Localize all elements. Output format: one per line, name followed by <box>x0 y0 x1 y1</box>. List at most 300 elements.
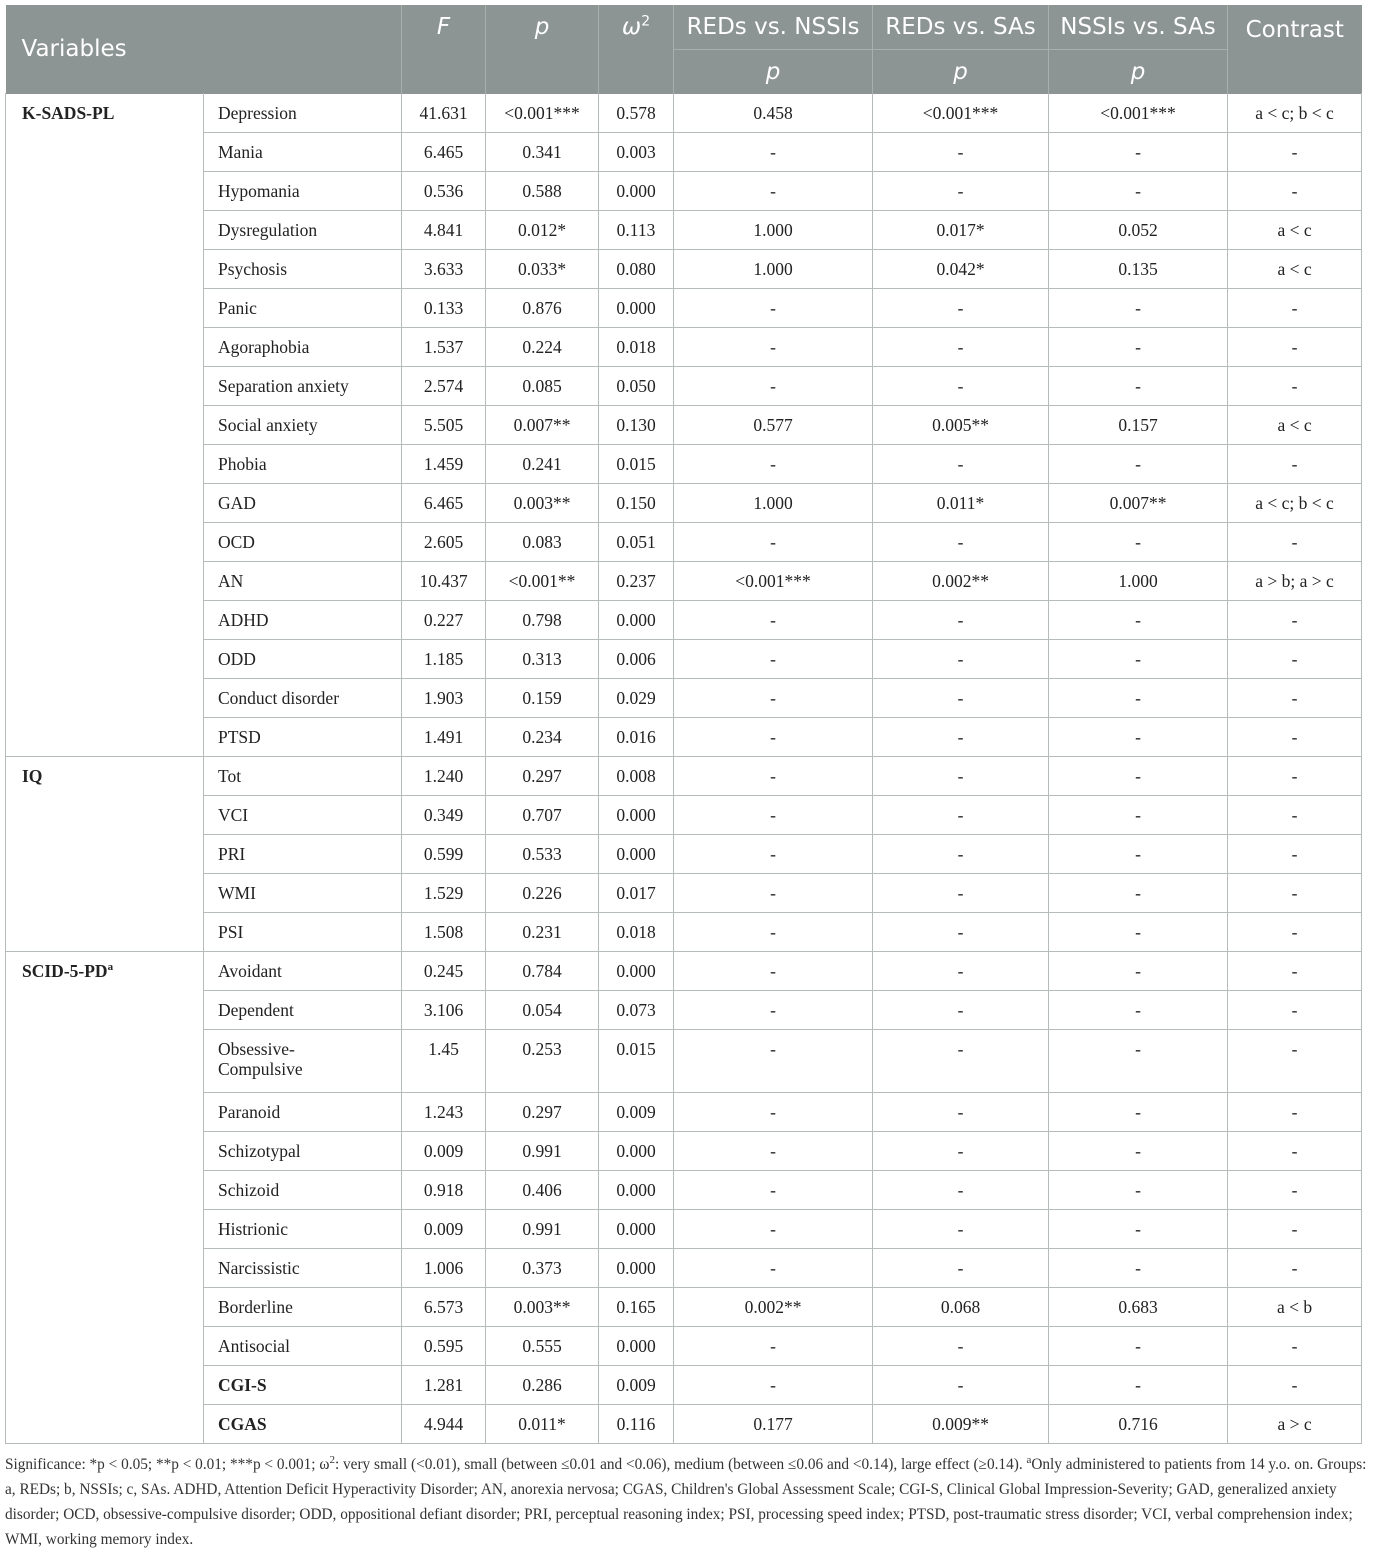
contrast-value: a > c <box>1228 1405 1362 1444</box>
header-contrast: Contrast <box>1228 5 1362 94</box>
variable-name: Narcissistic <box>204 1249 402 1288</box>
variable-name: Histrionic <box>204 1210 402 1249</box>
nssis-vs-sas-p: - <box>1049 523 1228 562</box>
table-row <box>6 250 1362 289</box>
reds-vs-nssis-p: 0.177 <box>674 1405 873 1444</box>
reds-vs-sas-p: - <box>873 1366 1049 1405</box>
f-value: 1.006 <box>402 1249 486 1288</box>
contrast-value: - <box>1228 835 1362 874</box>
omega-value: 0.018 <box>599 913 674 952</box>
table-row <box>6 835 1362 874</box>
results-table-container <box>5 5 1367 1552</box>
omega-value: 0.000 <box>599 1249 674 1288</box>
p-value: 0.234 <box>486 718 599 757</box>
variable-name: WMI <box>204 874 402 913</box>
contrast-value: - <box>1228 913 1362 952</box>
omega-value: 0.003 <box>599 133 674 172</box>
f-value: 4.944 <box>402 1405 486 1444</box>
f-value: 0.918 <box>402 1171 486 1210</box>
f-value: 1.491 <box>402 718 486 757</box>
f-value: 1.281 <box>402 1366 486 1405</box>
f-value: 1.45 <box>402 1030 486 1093</box>
contrast-value: - <box>1228 952 1362 991</box>
nssis-vs-sas-p: - <box>1049 1030 1228 1093</box>
table-row <box>6 640 1362 679</box>
group-label: K-SADS-PL <box>6 94 204 757</box>
p-value: 0.007** <box>486 406 599 445</box>
reds-vs-sas-p: - <box>873 172 1049 211</box>
reds-vs-nssis-p: - <box>674 1132 873 1171</box>
f-value: 41.631 <box>402 94 486 133</box>
reds-vs-nssis-p: - <box>674 445 873 484</box>
p-value: 0.313 <box>486 640 599 679</box>
omega-value: 0.008 <box>599 757 674 796</box>
variable-name: Schizoid <box>204 1171 402 1210</box>
reds-vs-sas-p: - <box>873 1030 1049 1093</box>
nssis-vs-sas-p: - <box>1049 445 1228 484</box>
contrast-value: - <box>1228 1093 1362 1132</box>
contrast-value: a > b; a > c <box>1228 562 1362 601</box>
p-value: 0.991 <box>486 1132 599 1171</box>
variable-name: Phobia <box>204 445 402 484</box>
table-row <box>6 94 1362 133</box>
omega-value: 0.017 <box>599 874 674 913</box>
contrast-value: - <box>1228 367 1362 406</box>
contrast-value: - <box>1228 640 1362 679</box>
reds-vs-sas-p: - <box>873 1249 1049 1288</box>
table-header <box>6 5 1362 94</box>
contrast-value: - <box>1228 289 1362 328</box>
table-row <box>6 1093 1362 1132</box>
reds-vs-nssis-p: - <box>674 523 873 562</box>
table-row <box>6 1249 1362 1288</box>
f-value: 0.133 <box>402 289 486 328</box>
reds-vs-sas-p: - <box>873 835 1049 874</box>
table-row <box>6 445 1362 484</box>
reds-vs-nssis-p: 1.000 <box>674 250 873 289</box>
contrast-value: a < c <box>1228 250 1362 289</box>
omega-value: 0.000 <box>599 601 674 640</box>
omega-value: 0.165 <box>599 1288 674 1327</box>
header-p: p <box>486 5 599 94</box>
table-row <box>6 718 1362 757</box>
variable-name: Depression <box>204 94 402 133</box>
p-value: 0.226 <box>486 874 599 913</box>
table-row <box>6 1405 1362 1444</box>
reds-vs-sas-p: - <box>873 601 1049 640</box>
reds-vs-sas-p: 0.011* <box>873 484 1049 523</box>
f-value: 0.536 <box>402 172 486 211</box>
p-value: 0.003** <box>486 1288 599 1327</box>
omega-value: 0.113 <box>599 211 674 250</box>
contrast-value: - <box>1228 1249 1362 1288</box>
omega-value: 0.080 <box>599 250 674 289</box>
p-value: <0.001** <box>486 562 599 601</box>
omega-value: 0.015 <box>599 445 674 484</box>
reds-vs-sas-p: - <box>873 1171 1049 1210</box>
table-body <box>6 94 1362 1444</box>
reds-vs-nssis-p: - <box>674 1210 873 1249</box>
contrast-value: - <box>1228 1366 1362 1405</box>
variable-name: AN <box>204 562 402 601</box>
contrast-value: a < c <box>1228 211 1362 250</box>
contrast-value: a < c; b < c <box>1228 484 1362 523</box>
variable-name: Paranoid <box>204 1093 402 1132</box>
variable-name: Dependent <box>204 991 402 1030</box>
p-value: 0.083 <box>486 523 599 562</box>
nssis-vs-sas-p: <0.001*** <box>1049 94 1228 133</box>
variable-name: Dysregulation <box>204 211 402 250</box>
header-reds-vs-sas: REDs vs. SAs <box>873 5 1049 50</box>
omega-value: 0.006 <box>599 640 674 679</box>
nssis-vs-sas-p: 1.000 <box>1049 562 1228 601</box>
reds-vs-nssis-p: - <box>674 289 873 328</box>
reds-vs-nssis-p: - <box>674 991 873 1030</box>
p-value: 0.784 <box>486 952 599 991</box>
omega-value: 0.073 <box>599 991 674 1030</box>
f-value: 0.349 <box>402 796 486 835</box>
reds-vs-nssis-p: <0.001*** <box>674 562 873 601</box>
reds-vs-sas-p: - <box>873 991 1049 1030</box>
omega-value: 0.050 <box>599 367 674 406</box>
nssis-vs-sas-p: - <box>1049 913 1228 952</box>
reds-vs-sas-p: - <box>873 913 1049 952</box>
nssis-vs-sas-p: - <box>1049 640 1228 679</box>
p-value: 0.033* <box>486 250 599 289</box>
reds-vs-nssis-p: - <box>674 718 873 757</box>
f-value: 1.508 <box>402 913 486 952</box>
reds-vs-sas-p: - <box>873 874 1049 913</box>
variable-name: Antisocial <box>204 1327 402 1366</box>
nssis-vs-sas-p: 0.683 <box>1049 1288 1228 1327</box>
reds-vs-nssis-p: - <box>674 1093 873 1132</box>
table-row <box>6 1132 1362 1171</box>
table-row <box>6 289 1362 328</box>
subheader-p: p <box>674 50 873 94</box>
f-value: 1.903 <box>402 679 486 718</box>
p-value: <0.001*** <box>486 94 599 133</box>
variable-name: Panic <box>204 289 402 328</box>
reds-vs-nssis-p: 0.577 <box>674 406 873 445</box>
nssis-vs-sas-p: - <box>1049 601 1228 640</box>
contrast-value: - <box>1228 679 1362 718</box>
header-variables: Variables <box>6 5 402 94</box>
table-row <box>6 1327 1362 1366</box>
table-footnote: Significance: *p < 0.05; **p < 0.01; ***p < 0.001; $\omega^2$: very small (<0.01), small (between ≤0.01 and <0.06), medium (between ≤0.06 and <0.14), large effect (≥0.14). $^a$Only administered to patients from 14 y.o. on. Groups: a, REDs; b, NSSIs; c, SAs. ADHD, Attention Deficit Hyperactivity Disorder; AN, anorexia nervosa; CGAS, Children's Global Assessment Scale; CGI-S, Clinical Global Impression-Severity; GAD, generalized anxiety disorder; OCD, obsessive-compulsive disorder; ODD, oppositional defiant disorder; PRI, perceptual reasoning index; PSI, processing speed index; PTSD, post-traumatic stress disorder; VCI, verbal comprehension index; WMI, working memory index. <box>5 1453 1367 1548</box>
reds-vs-nssis-p: 1.000 <box>674 211 873 250</box>
reds-vs-nssis-p: - <box>674 367 873 406</box>
variable-name: PSI <box>204 913 402 952</box>
omega-value: 0.051 <box>599 523 674 562</box>
omega-value: 0.000 <box>599 835 674 874</box>
f-value: 0.245 <box>402 952 486 991</box>
omega-value: 0.130 <box>599 406 674 445</box>
reds-vs-sas-p: - <box>873 718 1049 757</box>
p-value: 0.798 <box>486 601 599 640</box>
nssis-vs-sas-p: - <box>1049 874 1228 913</box>
reds-vs-nssis-p: - <box>674 1327 873 1366</box>
subheader-p: p <box>1049 50 1228 94</box>
reds-vs-nssis-p: - <box>674 1030 873 1093</box>
omega-value: 0.000 <box>599 1132 674 1171</box>
contrast-value: - <box>1228 718 1362 757</box>
f-value: 10.437 <box>402 562 486 601</box>
variable-name: PRI <box>204 835 402 874</box>
variable-name: ODD <box>204 640 402 679</box>
table-row <box>6 1288 1362 1327</box>
contrast-value: - <box>1228 874 1362 913</box>
reds-vs-sas-p: - <box>873 367 1049 406</box>
table-row <box>6 679 1362 718</box>
contrast-value: - <box>1228 328 1362 367</box>
contrast-value: - <box>1228 796 1362 835</box>
group-label: IQ <box>6 757 204 952</box>
header-omega: $\omega^2$ <box>599 5 674 94</box>
omega-value: 0.018 <box>599 328 674 367</box>
reds-vs-sas-p: - <box>873 1327 1049 1366</box>
nssis-vs-sas-p: - <box>1049 1132 1228 1171</box>
omega-value: 0.578 <box>599 94 674 133</box>
reds-vs-nssis-p: - <box>674 1366 873 1405</box>
reds-vs-nssis-p: - <box>674 874 873 913</box>
table-row <box>6 913 1362 952</box>
nssis-vs-sas-p: - <box>1049 757 1228 796</box>
reds-vs-nssis-p: - <box>674 133 873 172</box>
reds-vs-sas-p: - <box>873 523 1049 562</box>
reds-vs-sas-p: - <box>873 445 1049 484</box>
omega-value: 0.150 <box>599 484 674 523</box>
omega-value: 0.009 <box>599 1366 674 1405</box>
reds-vs-nssis-p: - <box>674 796 873 835</box>
variable-name: Agoraphobia <box>204 328 402 367</box>
table-row <box>6 601 1362 640</box>
table-row <box>6 406 1362 445</box>
table-row <box>6 328 1362 367</box>
nssis-vs-sas-p: - <box>1049 133 1228 172</box>
nssis-vs-sas-p: - <box>1049 1327 1228 1366</box>
variable-name: Avoidant <box>204 952 402 991</box>
reds-vs-nssis-p: - <box>674 601 873 640</box>
omega-value: 0.000 <box>599 952 674 991</box>
p-value: 0.054 <box>486 991 599 1030</box>
reds-vs-sas-p: - <box>873 328 1049 367</box>
contrast-value: - <box>1228 1171 1362 1210</box>
reds-vs-nssis-p: - <box>674 172 873 211</box>
omega-value: 0.000 <box>599 796 674 835</box>
reds-vs-nssis-p: 0.458 <box>674 94 873 133</box>
reds-vs-nssis-p: - <box>674 952 873 991</box>
p-value: 0.012* <box>486 211 599 250</box>
omega-value: 0.000 <box>599 289 674 328</box>
p-value: 0.341 <box>486 133 599 172</box>
table-row <box>6 874 1362 913</box>
f-value: 3.106 <box>402 991 486 1030</box>
subheader-p: p <box>873 50 1049 94</box>
omega-value: 0.015 <box>599 1030 674 1093</box>
f-value: 6.465 <box>402 133 486 172</box>
contrast-value: a < c <box>1228 406 1362 445</box>
reds-vs-nssis-p: - <box>674 835 873 874</box>
contrast-value: a < b <box>1228 1288 1362 1327</box>
reds-vs-nssis-p: - <box>674 757 873 796</box>
variable-name: Schizotypal <box>204 1132 402 1171</box>
variable-name: Tot <box>204 757 402 796</box>
p-value: 0.297 <box>486 757 599 796</box>
table-row <box>6 523 1362 562</box>
table-row <box>6 133 1362 172</box>
p-value: 0.406 <box>486 1171 599 1210</box>
p-value: 0.253 <box>486 1030 599 1093</box>
reds-vs-nssis-p: - <box>674 1249 873 1288</box>
reds-vs-nssis-p: 0.002** <box>674 1288 873 1327</box>
variable-name: ADHD <box>204 601 402 640</box>
f-value: 1.243 <box>402 1093 486 1132</box>
variable-name: PTSD <box>204 718 402 757</box>
f-value: 0.599 <box>402 835 486 874</box>
variable-name: GAD <box>204 484 402 523</box>
reds-vs-sas-p: - <box>873 289 1049 328</box>
table-row <box>6 1030 1362 1093</box>
f-value: 6.465 <box>402 484 486 523</box>
nssis-vs-sas-p: - <box>1049 367 1228 406</box>
contrast-value: - <box>1228 172 1362 211</box>
header-f: F <box>402 5 486 94</box>
contrast-value: - <box>1228 757 1362 796</box>
nssis-vs-sas-p: - <box>1049 172 1228 211</box>
omega-value: 0.000 <box>599 172 674 211</box>
omega-value: 0.009 <box>599 1093 674 1132</box>
reds-vs-sas-p: - <box>873 640 1049 679</box>
variable-name: Social anxiety <box>204 406 402 445</box>
variable-name: VCI <box>204 796 402 835</box>
p-value: 0.159 <box>486 679 599 718</box>
contrast-value: - <box>1228 1210 1362 1249</box>
reds-vs-sas-p: - <box>873 133 1049 172</box>
p-value: 0.003** <box>486 484 599 523</box>
p-value: 0.373 <box>486 1249 599 1288</box>
nssis-vs-sas-p: - <box>1049 1366 1228 1405</box>
reds-vs-nssis-p: - <box>674 640 873 679</box>
nssis-vs-sas-p: - <box>1049 679 1228 718</box>
header-nssis-vs-sas: NSSIs vs. SAs <box>1049 5 1228 50</box>
nssis-vs-sas-p: 0.052 <box>1049 211 1228 250</box>
contrast-value: - <box>1228 133 1362 172</box>
nssis-vs-sas-p: - <box>1049 952 1228 991</box>
f-value: 2.574 <box>402 367 486 406</box>
f-value: 6.573 <box>402 1288 486 1327</box>
nssis-vs-sas-p: 0.135 <box>1049 250 1228 289</box>
p-value: 0.241 <box>486 445 599 484</box>
header-reds-vs-nssis: REDs vs. NSSIs <box>674 5 873 50</box>
table-row <box>6 1366 1362 1405</box>
nssis-vs-sas-p: - <box>1049 718 1228 757</box>
f-value: 1.240 <box>402 757 486 796</box>
nssis-vs-sas-p: 0.007** <box>1049 484 1228 523</box>
contrast-value: a < c; b < c <box>1228 94 1362 133</box>
table-row <box>6 757 1362 796</box>
variable-name: Mania <box>204 133 402 172</box>
f-value: 0.009 <box>402 1132 486 1171</box>
variable-name: CGI-S <box>204 1366 402 1405</box>
table-row <box>6 367 1362 406</box>
nssis-vs-sas-p: - <box>1049 289 1228 328</box>
variable-name: Separation anxiety <box>204 367 402 406</box>
nssis-vs-sas-p: - <box>1049 1210 1228 1249</box>
reds-vs-sas-p: - <box>873 679 1049 718</box>
p-value: 0.224 <box>486 328 599 367</box>
p-value: 0.533 <box>486 835 599 874</box>
f-value: 3.633 <box>402 250 486 289</box>
table-row <box>6 1171 1362 1210</box>
omega-value: 0.016 <box>599 718 674 757</box>
contrast-value: - <box>1228 523 1362 562</box>
results-table <box>5 5 1362 1444</box>
nssis-vs-sas-p: 0.716 <box>1049 1405 1228 1444</box>
p-value: 0.286 <box>486 1366 599 1405</box>
reds-vs-sas-p: 0.068 <box>873 1288 1049 1327</box>
group-label: SCID-$5-PD^a$ <box>6 952 204 1444</box>
omega-value: 0.000 <box>599 1327 674 1366</box>
reds-vs-nssis-p: - <box>674 679 873 718</box>
f-value: 2.605 <box>402 523 486 562</box>
reds-vs-sas-p: 0.017* <box>873 211 1049 250</box>
nssis-vs-sas-p: 0.157 <box>1049 406 1228 445</box>
nssis-vs-sas-p: - <box>1049 1249 1228 1288</box>
reds-vs-sas-p: - <box>873 757 1049 796</box>
f-value: 0.009 <box>402 1210 486 1249</box>
reds-vs-nssis-p: - <box>674 1171 873 1210</box>
nssis-vs-sas-p: - <box>1049 796 1228 835</box>
reds-vs-sas-p: - <box>873 952 1049 991</box>
nssis-vs-sas-p: - <box>1049 328 1228 367</box>
p-value: 0.588 <box>486 172 599 211</box>
variable-name: Obsessive- Compulsive <box>204 1030 402 1093</box>
contrast-value: - <box>1228 601 1362 640</box>
nssis-vs-sas-p: - <box>1049 1093 1228 1132</box>
reds-vs-sas-p: - <box>873 1093 1049 1132</box>
nssis-vs-sas-p: - <box>1049 991 1228 1030</box>
table-row <box>6 1210 1362 1249</box>
p-value: 0.555 <box>486 1327 599 1366</box>
p-value: 0.231 <box>486 913 599 952</box>
reds-vs-sas-p: <0.001*** <box>873 94 1049 133</box>
table-row <box>6 484 1362 523</box>
reds-vs-nssis-p: 1.000 <box>674 484 873 523</box>
f-value: 0.595 <box>402 1327 486 1366</box>
reds-vs-sas-p: 0.005** <box>873 406 1049 445</box>
contrast-value: - <box>1228 1132 1362 1171</box>
variable-name: OCD <box>204 523 402 562</box>
p-value: 0.297 <box>486 1093 599 1132</box>
p-value: 0.876 <box>486 289 599 328</box>
variable-name: Hypomania <box>204 172 402 211</box>
nssis-vs-sas-p: - <box>1049 1171 1228 1210</box>
contrast-value: - <box>1228 991 1362 1030</box>
f-value: 1.537 <box>402 328 486 367</box>
variable-name: CGAS <box>204 1405 402 1444</box>
p-value: 0.085 <box>486 367 599 406</box>
reds-vs-nssis-p: - <box>674 913 873 952</box>
table-row <box>6 211 1362 250</box>
table-row <box>6 952 1362 991</box>
p-value: 0.991 <box>486 1210 599 1249</box>
reds-vs-sas-p: - <box>873 796 1049 835</box>
omega-value: 0.237 <box>599 562 674 601</box>
variable-name: Borderline <box>204 1288 402 1327</box>
reds-vs-sas-p: - <box>873 1210 1049 1249</box>
omega-value: 0.116 <box>599 1405 674 1444</box>
contrast-value: - <box>1228 1030 1362 1093</box>
